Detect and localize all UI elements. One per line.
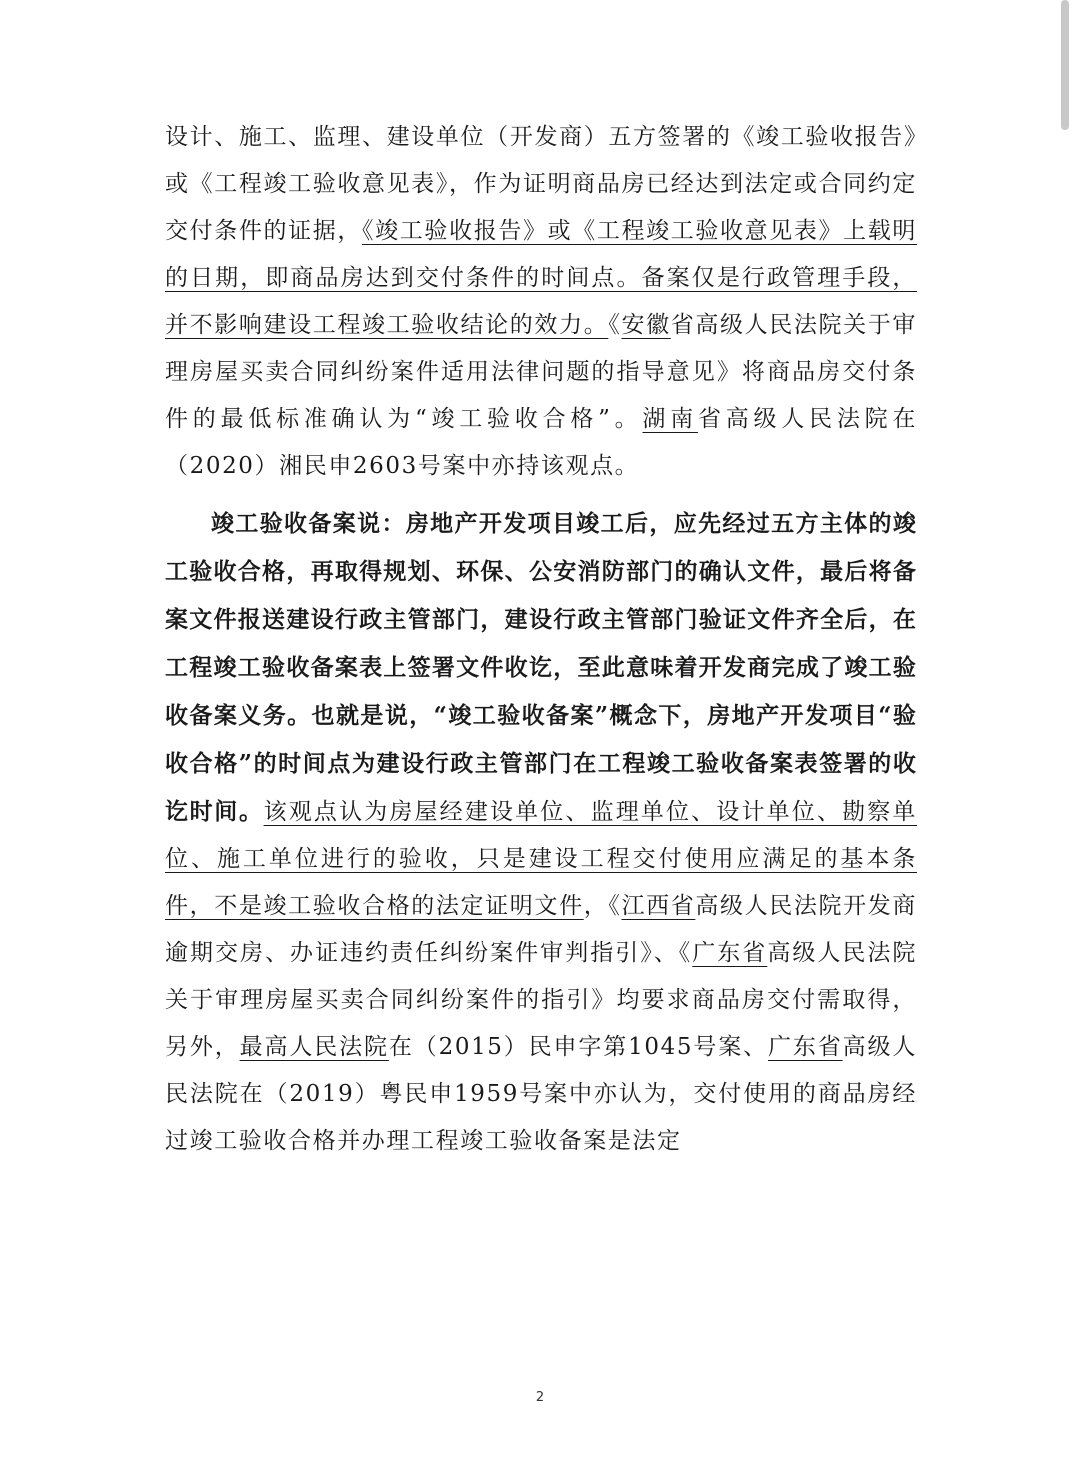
underlined-place-name: 安徽 (621, 312, 671, 338)
paragraph-2-text: 高级人民法院开发商逾期交房、办证违约责任纠纷案件审判指引》、《 (165, 893, 917, 966)
paragraph-1-text: 省高级人民法院关于审理房屋买卖合同纠纷案件适用法律问题的指导意见》将商品房交付条件的最低标准确认为“竣工验收合格”。 (165, 312, 917, 432)
underlined-place-name: 广东省 (768, 1034, 843, 1060)
document-body (165, 114, 917, 1165)
underlined-passage: 该观点认为房屋经建设单位、监理单位、设计单位、勘察单位、施工单位进行的验收，只是建设工程交付使用应满足的基本条件，不是竣工验收合格的法定证明文件 (165, 799, 917, 919)
underlined-court-name: 最高人民法院 (239, 1034, 389, 1060)
paragraph-1-text: 《 (608, 312, 622, 338)
paragraph-2-text: 高级人民法院在（2019）粤民申1959号案中亦认为，交付使用的商品房经过竣工验收合格并办理工程竣工验收备案是法定 (165, 1034, 917, 1154)
scrollbar[interactable] (1060, 0, 1080, 1479)
paragraph-2-text: 高级人民法院关于审理房屋买卖合同纠纷案件的指引》均要求商品房交付需取得，另外， (165, 940, 917, 1060)
paragraph-1-text: 设计、施工、监理、建设单位（开发商）五方签署的《竣工验收报告》或《工程竣工验收意见表》，作为证明商品房已经达到法定或合同约定交付条件的证据， (165, 124, 917, 244)
scrollbar-thumb[interactable] (1061, 0, 1069, 130)
paragraph-1 (165, 114, 917, 490)
paragraph-1-text: 省高级人民法院在（2020）湘民申2603号案中亦持该观点。 (165, 406, 917, 479)
underlined-passage: 《竣工验收报告》或《工程竣工验收意见表》上载明的日期，即商品房达到交付条件的时间点。备案仅是行政管理手段，并不影响建设工程竣工验收结论的效力。 (165, 218, 917, 338)
underlined-place-name: 广东省 (692, 940, 768, 966)
paragraph-2 (165, 500, 917, 1165)
underlined-place-name: 江西省 (621, 893, 696, 919)
bold-heading-passage: 竣工验收备案说：房地产开发项目竣工后，应先经过五方主体的竣工验收合格，再取得规划、环保、公安消防部门的确认文件，最后将备案文件报送建设行政主管部门，建设行政主管部门验证文件齐全后，在工程竣工验收备案表上签署文件收讫，至此意味着开发商完成了竣工验收备案义务。也就是说，“竣工验收备案”概念下，房地产开发项目“验收合格”的时间点为建设行政主管部门在工程竣工验收备案表签署的收讫时间。 (165, 510, 917, 825)
page-number: 2 (535, 1390, 545, 1405)
underlined-place-name: 湖南 (642, 406, 698, 432)
paragraph-2-text: ，《 (583, 893, 622, 919)
paragraph-2-text: 在（2015）民申字第1045号案、 (388, 1034, 768, 1060)
